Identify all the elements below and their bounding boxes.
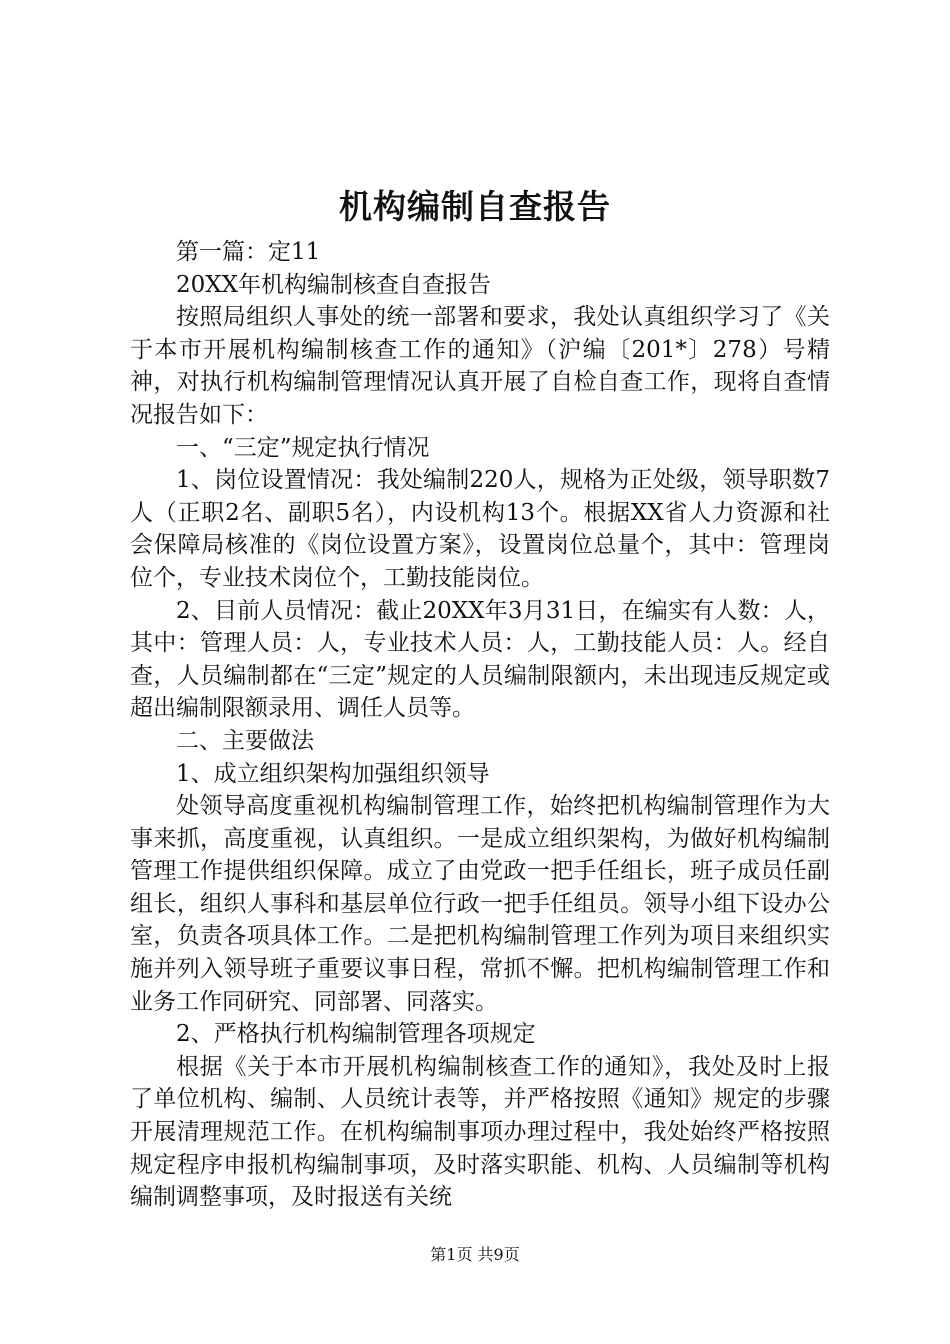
paragraph-report-title: 20XX年机构编制核查自查报告	[176, 271, 492, 298]
paragraph-heading-2: 二、主要做法	[176, 727, 314, 754]
document-body	[130, 236, 830, 1214]
page-footer: 第1页 共9页	[430, 1245, 520, 1264]
paragraph-staff: 2、目前人员情况：截止20XX年3月31日，在编实有人数：人，其中：管理人员：人，专业技术人员：人，工勤技能人员：人。经自查，人员编制都在“三定”规定的人员编制限额内，未出现违反规定或超出编制限额录用、调任人员等。	[130, 597, 830, 722]
paragraph-subheading-1: 1、成立组织架构加强组织领导	[176, 760, 490, 787]
paragraph-section-heading: 第一篇：定11	[176, 239, 321, 265]
paragraph-regulations: 根据《关于本市开展机构编制核查工作的通知》，我处及时上报了单位机构、编制、人员统计表等，并严格按照《通知》规定的步骤开展清理规范工作。在机构编制事项办理过程中，我处始终严格按照规定程序申报机构编制事项，及时落实职能、机构、人员编制等机构编制调整事项，及时报送有关统	[130, 1053, 830, 1211]
paragraph-intro: 按照局组织人事处的统一部署和要求，我处认真组织学习了《关于本市开展机构编制核查工作的通知》（沪编〔201*〕278）号精神，对执行机构编制管理情况认真开展了自检自查工作，现将自查情况报告如下：	[130, 304, 830, 428]
paragraph-leadership: 处领导高度重视机构编制管理工作，始终把机构编制管理作为大事来抓，高度重视，认真组织。一是成立组织架构，为做好机构编制管理工作提供组织保障。成立了由党政一把手任组长，班子成员任副组长，组织人事科和基层单位行政一把手任组员。领导小组下设办公室，负责各项具体工作。二是把机构编制管理工作列为项目来组织实施并列入领导班子重要议事日程，常抓不懈。把机构编制管理工作和业务工作同研究、同部署、同落实。	[130, 793, 830, 1015]
paragraph-subheading-2: 2、严格执行机构编制管理各项规定	[176, 1021, 536, 1048]
paragraph-heading-1: 一、“三定”规定执行情况	[176, 434, 430, 461]
document-title: 机构编制自查报告	[339, 187, 611, 226]
paragraph-positions: 1、岗位设置情况：我处编制220人，规格为正处级，领导职数7人（正职2名、副职5名），内设机构13个。根据XX省人力资源和社会保障局核准的《岗位设置方案》，设置岗位总量个，其中：管理岗位个，专业技术岗位个，工勤技能岗位。	[130, 467, 830, 591]
